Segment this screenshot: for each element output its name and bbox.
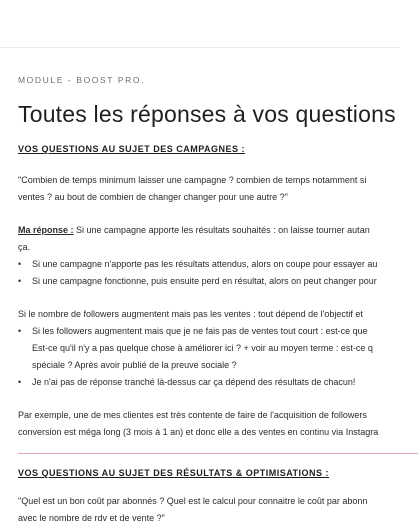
answer-line xyxy=(18,222,400,239)
list-item xyxy=(18,374,400,391)
quote-line: "Quel est un bon coût par abonnés ? Quel est le calcul pour connaitre le coût par abonn xyxy=(18,496,368,506)
answer-lead: Ma réponse : xyxy=(18,225,74,235)
quote-line: avec le nombre de rdv et de vente ?" xyxy=(18,513,165,523)
answer-text: Si une campagne apporte les résultats souhaités : on laisse tourner autan xyxy=(73,225,370,235)
bullet-dot: • xyxy=(18,259,22,269)
list-item xyxy=(18,273,400,290)
list-item xyxy=(18,323,400,374)
list-item-text: Si une campagne fonctionne, puis ensuite perd en résultat, alors on peut changer pour xyxy=(32,276,377,286)
example-paragraph xyxy=(18,407,400,441)
list-item-text: Est-ce qu'il n'y a pas quelque chose à améliorer ici ? + voir au moyen terme : est-ce q xyxy=(32,343,373,353)
document-content xyxy=(18,75,400,527)
top-bar xyxy=(0,0,400,48)
bullet-dot: • xyxy=(18,377,22,387)
section-heading-campagnes: VOS QUESTIONS AU SUJET DES CAMPAGNES : xyxy=(18,144,246,154)
list-item xyxy=(18,256,400,273)
campaign-bullet-list xyxy=(18,256,400,290)
quote-line: ventes ? au bout de combien de changer changer pour une autre ?" xyxy=(18,192,288,202)
page-title: Toutes les réponses à vos questions xyxy=(18,101,396,127)
example-line: Par exemple, une de mes clientes est très contente de faire de l'acquisition de followers xyxy=(18,410,367,420)
list-item-text: Si les followers augmentent mais que je ne fais pas de ventes tout court : est-ce que xyxy=(32,326,368,336)
question-quote-campagnes xyxy=(18,172,400,206)
list-item-text: Je n'ai pas de réponse tranché là-dessus car ça dépend des résultats de chacun! xyxy=(32,377,356,387)
module-eyebrow: MODULE - BOOST PRO. xyxy=(18,75,146,85)
example-line: conversion est méga long (3 mois à 1 an) et donc elle a des ventes en continu via Instagra xyxy=(18,427,379,437)
bullet-dot: • xyxy=(18,326,22,336)
list-item-text: Si une campagne n'apporte pas les résultats attendus, alors on coupe pour essayer au xyxy=(32,259,378,269)
answer-line: ça. xyxy=(18,242,31,252)
quote-line: "Combien de temps minimum laisser une campagne ? combien de temps notamment si xyxy=(18,175,367,185)
section-divider xyxy=(18,453,418,454)
list-item-text: spéciale ? Après avoir publié de la preuve sociale ? xyxy=(32,360,237,370)
followers-bullet-list xyxy=(18,323,400,391)
bullet-dot: • xyxy=(18,276,22,286)
question-quote-resultats xyxy=(18,493,400,527)
followers-intro: Si le nombre de followers augmentent mais pas les ventes : tout dépend de l'objectif et xyxy=(18,309,363,319)
answer-paragraph xyxy=(18,222,400,256)
section-heading-resultats: VOS QUESTIONS AU SUJET DES RÉSULTATS & OPTIMISATIONS : xyxy=(18,468,330,478)
